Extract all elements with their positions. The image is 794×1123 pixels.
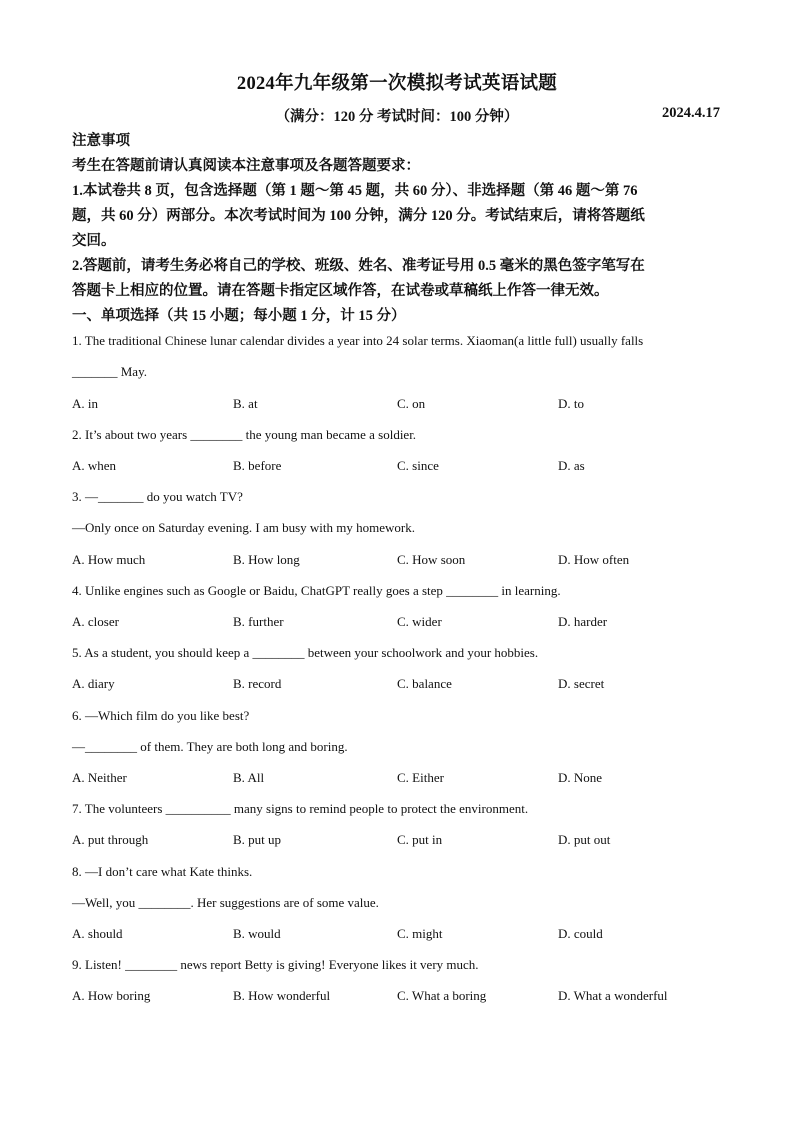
- question-2-option-b: B. before: [233, 458, 282, 473]
- question-3-option-c: C. How soon: [397, 552, 466, 567]
- question-9-option-d: D. What a wonderful: [558, 988, 668, 1003]
- question-1-option-c: C. on: [397, 396, 426, 411]
- question-5-option-a: A. diary: [72, 676, 115, 691]
- exam-score-time: （满分：120 分 考试时间：100 分钟）: [275, 109, 519, 125]
- question-5-option-c: C. balance: [397, 676, 452, 691]
- question-8-option-c: C. might: [397, 926, 443, 941]
- notes-intro: 考生在答题前请认真阅读本注意事项及各题答题要求：: [72, 158, 420, 174]
- question-1-option-d: D. to: [558, 396, 584, 411]
- question-1-option-a: A. in: [72, 396, 98, 411]
- exam-title: 2024年九年级第一次模拟考试英语试题: [236, 74, 558, 94]
- question-5-option-d: D. secret: [558, 676, 605, 691]
- question-9-option-a: A. How boring: [72, 988, 151, 1003]
- exam-info-line: [0, 105, 794, 125]
- question-7-option-c: C. put in: [397, 832, 443, 847]
- question-7-option-a: A. put through: [72, 832, 149, 847]
- notes-heading: 注意事项: [72, 133, 130, 149]
- question-6-option-b: B. All: [233, 770, 265, 785]
- question-8-stem: 8. —I don’t care what Kate thinks.: [72, 864, 253, 879]
- question-4-option-c: C. wider: [397, 614, 442, 629]
- notes-item1-line3: 交回。: [72, 233, 116, 249]
- section-heading: 一、单项选择（共 15 小题；每小题 1 分，计 15 分）: [72, 308, 406, 324]
- question-5-option-b: B. record: [233, 676, 282, 691]
- question-7-option-d: D. put out: [558, 832, 611, 847]
- notes-item1-line1: 1.本试卷共 8 页，包含选择题（第 1 题～第 45 题，共 60 分）、非选择题（第 46 题～第 76: [72, 183, 638, 199]
- question-3-option-b: B. How long: [233, 552, 300, 567]
- question-8-stem-reply: —Well, you ________. Her suggestions are of some value.: [72, 895, 379, 910]
- question-2-option-c: C. since: [397, 458, 439, 473]
- question-8-option-d: D. could: [558, 926, 603, 941]
- question-3-stem-reply: —Only once on Saturday evening. I am busy with my homework.: [72, 520, 415, 535]
- question-3-stem: 3. —_______ do you watch TV?: [72, 489, 243, 504]
- question-7-stem: 7. The volunteers __________ many signs to remind people to protect the environment.: [72, 801, 529, 816]
- question-2-stem: 2. It’s about two years ________ the young man became a soldier.: [72, 427, 417, 442]
- question-9-stem: 9. Listen! ________ news report Betty is giving! Everyone likes it very much.: [72, 957, 479, 972]
- question-2-option-a: A. when: [72, 458, 117, 473]
- question-6-option-a: A. Neither: [72, 770, 127, 785]
- notes-item2-line2: 答题卡上相应的位置。请在答题卡指定区域作答，在试卷或草稿纸上作答一律无效。: [72, 283, 609, 299]
- question-4-option-a: A. closer: [72, 614, 119, 629]
- question-4-option-d: D. harder: [558, 614, 608, 629]
- question-1-stem-cont: _______ May.: [72, 364, 147, 379]
- question-3-option-a: A. How much: [72, 552, 146, 567]
- notes-item1-line2: 题，共 60 分）两部分。本次考试时间为 100 分钟，满分 120 分。考试结束后，请将答题纸: [72, 208, 645, 224]
- question-4-stem: 4. Unlike engines such as Google or Baidu, ChatGPT really goes a step ________ in learning.: [72, 583, 561, 598]
- question-1-option-b: B. at: [233, 396, 258, 411]
- question-6-option-d: D. None: [558, 770, 603, 785]
- question-4-option-b: B. further: [233, 614, 284, 629]
- question-6-stem-reply: —________ of them. They are both long and boring.: [72, 739, 348, 754]
- question-5-stem: 5. As a student, you should keep a ________ between your schoolwork and your hobbies.: [72, 645, 539, 660]
- question-1-stem: 1. The traditional Chinese lunar calendar divides a year into 24 solar terms. Xiaoman(a little full) usually falls: [72, 333, 644, 348]
- question-3-option-d: D. How often: [558, 552, 630, 567]
- notes-item2-line1: 2.答题前，请考生务必将自己的学校、班级、姓名、准考证号用 0.5 毫米的黑色签字笔写在: [72, 258, 645, 274]
- question-9-option-b: B. How wonderful: [233, 988, 331, 1003]
- question-6-stem: 6. —Which film do you like best?: [72, 708, 250, 723]
- question-2-option-d: D. as: [558, 458, 585, 473]
- exam-date: 2024.4.17: [662, 105, 720, 121]
- question-7-option-b: B. put up: [233, 832, 282, 847]
- question-8-option-b: B. would: [233, 926, 281, 941]
- question-9-option-c: C. What a boring: [397, 988, 487, 1003]
- question-8-option-a: A. should: [72, 926, 123, 941]
- question-6-option-c: C. Either: [397, 770, 444, 785]
